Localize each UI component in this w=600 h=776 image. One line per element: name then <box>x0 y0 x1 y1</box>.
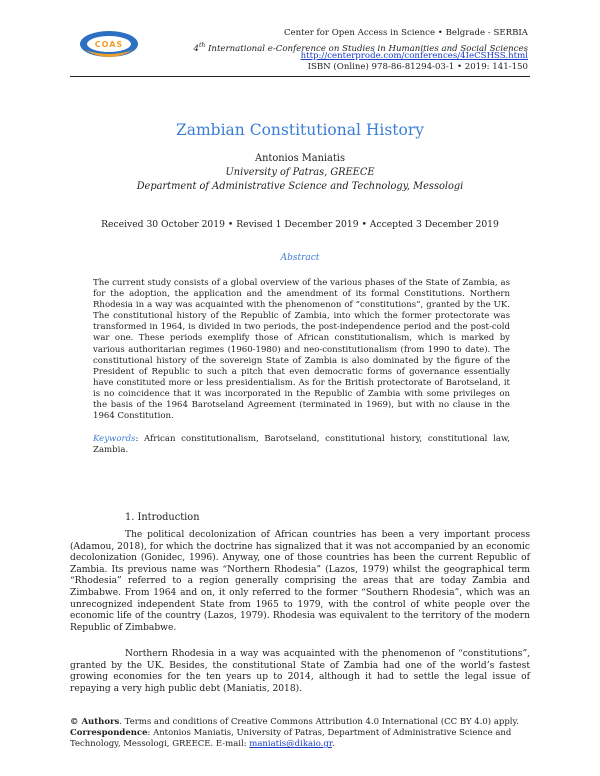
body-paragraph: The political decolonization of African countries has been a very important process (Adamou, 2018), for which the doctrine has signalized that it was not accompanied by an economic decolonization (Gonidec, 1996). Anyway, one of those countries has been the current Republic of Zambia. Its previous name was “Northern Rhodesia” (Lazos, 1979) whilst the geographical term “Rhodesia” referred to a region generally comprising the areas that are today Zambia and Zimbabwe. From 1964 and on, it only referred to the former “Southern Rhodesia”, which was an unrecognized independent State from 1965 to 1979, with the control of white people over the economic life of the country (Lazos, 1979). Rhodesia was equivalent to the territory of the modern Republic of Zimbabwe. <box>70 530 530 633</box>
keywords-label: Keywords <box>93 434 136 444</box>
keywords <box>93 434 510 456</box>
copyright-line <box>70 717 530 728</box>
correspondence-line <box>70 728 530 750</box>
abstract-text: The current study consists of a global overview of the various phases of the State of Zambia, as for the adoption, the application and the amendment of its formal Constitutions. Northern Rhodesia in a way was acquainted with the phenomenon of “constitutions”, granted by the UK. The constitutional history of the Republic of Zambia, into which the former protectorate was transformed in 1964, is divided in two periods, the post-independence period and the post-cold war one. These periods exemplify those of African constitutionalism, which is marked by various authoritarian regimes (1960-1980) and neo-constitutionalism (from 1990 to date). The constitutional history of the sovereign State of Zambia is also dominated by the figure of the President of Republic to such a pitch that even democratic forms of governance essentially have constituted more or less presidentialism. As for the British protectorate of Barotseland, it is no coincidence that it was incorporated in the Republic of Zambia with some privileges on the basis of the 1964 Barotseland Agreement (terminated in 1969), but with no clause in the 1964 Constitution. <box>93 278 510 422</box>
header-divider <box>70 76 530 77</box>
correspondence-text: : Antonios Maniatis, University of Patras, Department of Administrative Science and Technology, Messologi, GREECE. E-mail: <box>70 728 512 749</box>
conference-url-link[interactable]: http://centerprode.com/conferences/4IeCSHSS.html <box>300 51 528 61</box>
copyright-text: . Terms and conditions of Creative Commons Attribution 4.0 International (CC BY 4.0) apply. <box>119 717 519 727</box>
footer-notes <box>70 717 530 750</box>
abstract-heading: Abstract <box>280 253 320 263</box>
conference-number: 4 <box>193 43 200 54</box>
header-center-line: Center for Open Access in Science • Belgrade - SERBIA <box>283 28 528 38</box>
received-dates: Received 30 October 2019 • Revised 1 December 2019 • Accepted 3 December 2019 <box>101 219 499 230</box>
body-paragraph: Northern Rhodesia in a way was acquainted with the phenomenon of “constitutions”, granted by the UK. Besides, the constitutional State of Zambia had one of the world’s fastest growing economies for the ten years up to 2014, although it had to settle the legal issue of repaying a very high public debt (Maniatis, 2018). <box>70 649 530 694</box>
keywords-text: : African constitutionalism, Barotseland, constitutional history, constitutional law, Zambia. <box>93 434 510 456</box>
article-title: Zambian Constitutional History <box>175 121 425 139</box>
section-heading-introduction: 1. Introduction <box>125 512 200 523</box>
correspondence-label: Correspondence <box>70 728 148 738</box>
logo-text: COAS <box>94 40 124 49</box>
affiliation-department: Department of Administrative Science and Technology, Messologi <box>136 181 464 192</box>
conference-name: International e-Conference on Studies in Humanities and Social Sciences <box>205 43 528 54</box>
email-link[interactable]: maniatis@dikaio.gr <box>249 739 333 749</box>
email-end: . <box>332 739 335 749</box>
conference-ordinal: th <box>199 42 206 49</box>
copyright-label: © Authors <box>70 717 120 727</box>
coas-logo <box>79 30 139 58</box>
affiliation-university: University of Patras, GREECE <box>225 167 375 178</box>
isbn-line: ISBN (Online) 978-86-81294-03-1 • 2019: 141-150 <box>307 62 528 72</box>
author-name: Antonios Maniatis <box>255 153 345 164</box>
